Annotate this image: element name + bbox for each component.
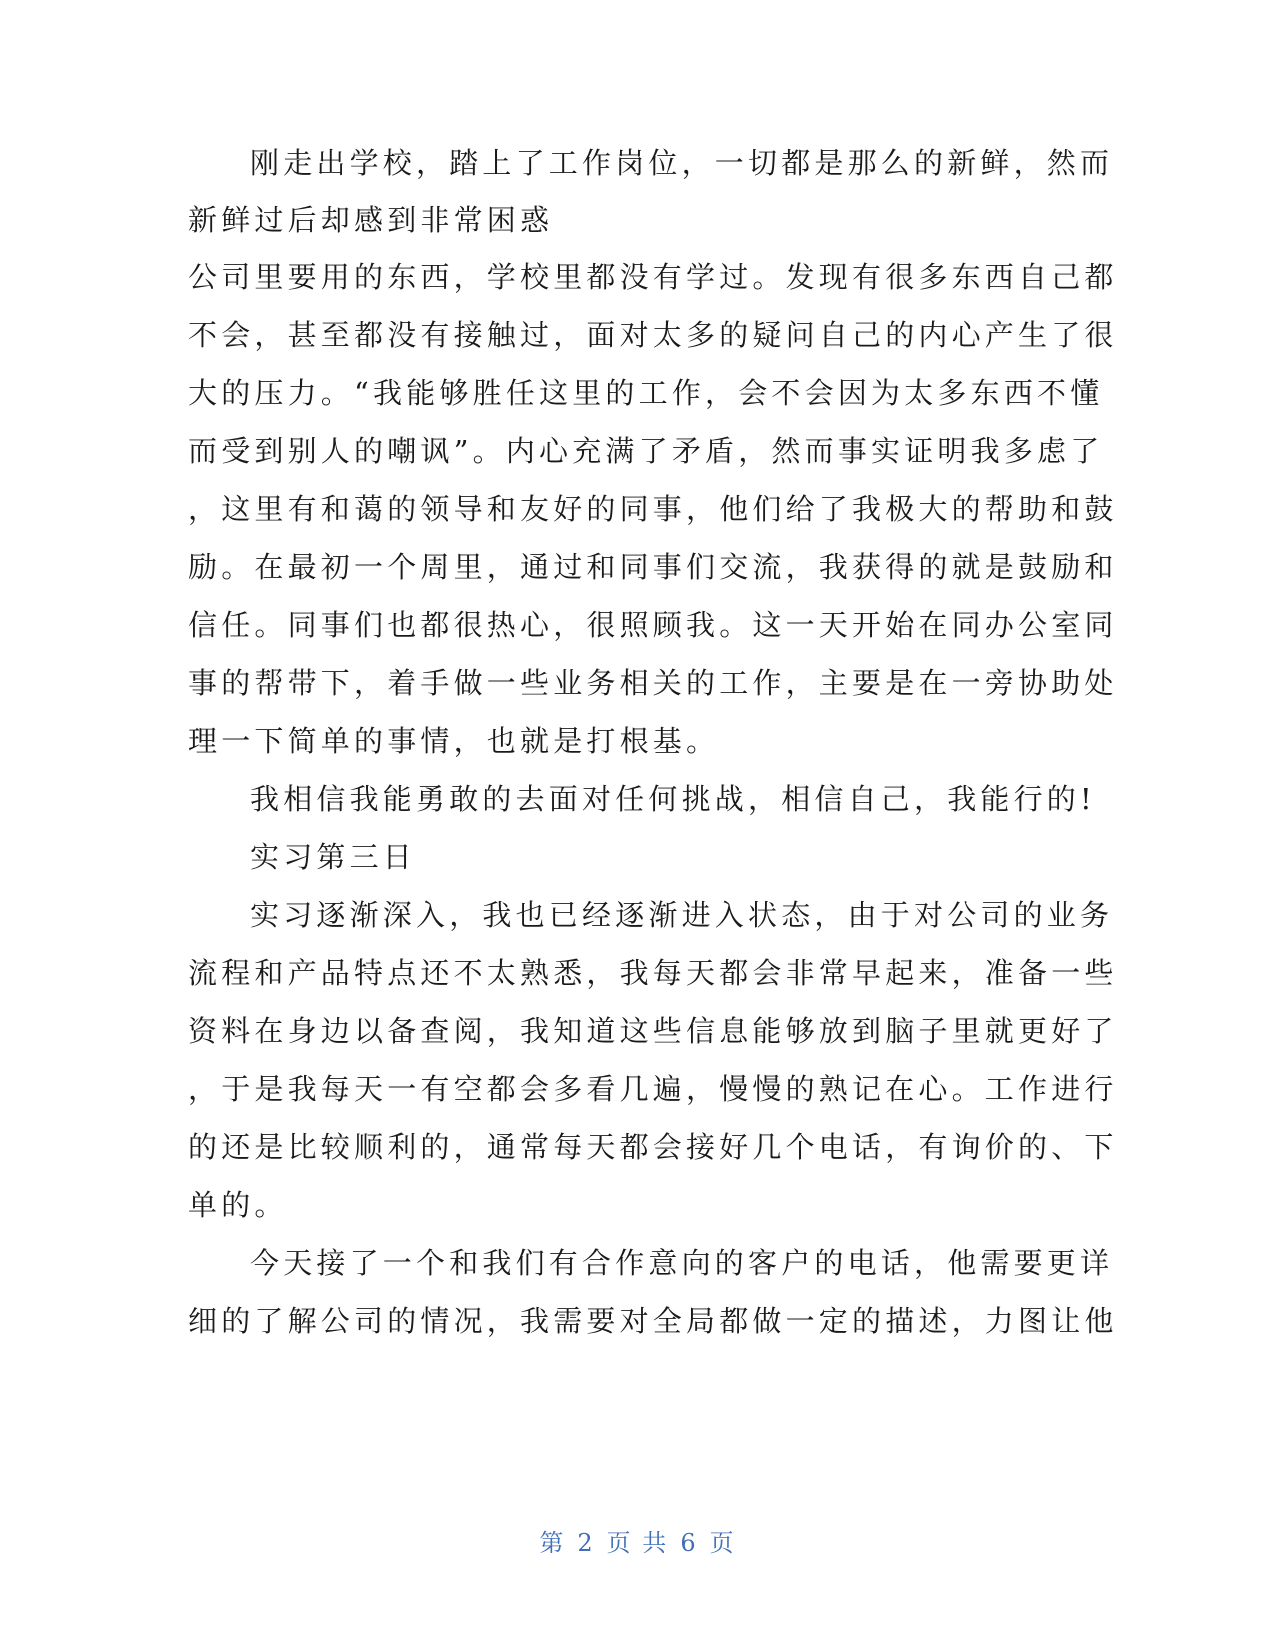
paragraph-line: 励。在最初一个周里，通过和同事们交流，我获得的就是鼓励和 (188, 550, 1118, 584)
paragraph-line: 单的。 (188, 1188, 288, 1222)
page-number-footer (0, 1528, 1275, 1558)
paragraph-line: 大的压力。“我能够胜任这里的工作，会不会因为太多东西不懂 (188, 376, 1104, 410)
footer-suffix: 页 (709, 1529, 736, 1557)
footer-current-page: 2 (577, 1529, 595, 1557)
paragraph-line: ，这里有和蔼的领导和友好的同事，他们给了我极大的帮助和鼓 (188, 492, 1118, 526)
paragraph-line: 今天接了一个和我们有合作意向的客户的电话，他需要更详 (250, 1246, 1114, 1280)
paragraph-line: 公司里要用的东西，学校里都没有学过。发现有很多东西自己都 (188, 260, 1118, 294)
footer-total-pages: 6 (680, 1529, 698, 1557)
paragraph-line: 的还是比较顺利的，通常每天都会接好几个电话，有询价的、下 (188, 1130, 1118, 1164)
paragraph-line: 流程和产品特点还不太熟悉，我每天都会非常早起来，准备一些 (188, 956, 1118, 990)
paragraph-line: 刚走出学校，踏上了工作岗位，一切都是那么的新鲜，然而 (250, 146, 1114, 180)
footer-prefix: 第 (539, 1529, 566, 1557)
paragraph-line: 理一下简单的事情，也就是打根基。 (188, 724, 720, 758)
paragraph-line: 而受到别人的嘲讽”。内心充满了矛盾，然而事实证明我多虑了 (188, 434, 1104, 468)
section-heading: 实习第三日 (250, 840, 417, 874)
paragraph-line: 资料在身边以备查阅，我知道这些信息能够放到脑子里就更好了 (188, 1014, 1118, 1048)
paragraph-line: 新鲜过后却感到非常困惑 (188, 203, 554, 237)
paragraph-line: 细的了解公司的情况，我需要对全局都做一定的描述，力图让他 (188, 1304, 1118, 1338)
paragraph-line: 不会，甚至都没有接触过，面对太多的疑问自己的内心产生了很 (188, 318, 1118, 352)
footer-middle: 页 共 (606, 1529, 669, 1557)
paragraph-line: 我相信我能勇敢的去面对任何挑战，相信自己，我能行的! (250, 782, 1096, 816)
paragraph-line: 实习逐渐深入，我也已经逐渐进入状态，由于对公司的业务 (250, 898, 1114, 932)
paragraph-line: 事的帮带下，着手做一些业务相关的工作，主要是在一旁协助处 (188, 666, 1118, 700)
paragraph-line: 信任。同事们也都很热心，很照顾我。这一天开始在同办公室同 (188, 608, 1118, 642)
paragraph-line: ，于是我每天一有空都会多看几遍，慢慢的熟记在心。工作进行 (188, 1072, 1118, 1106)
